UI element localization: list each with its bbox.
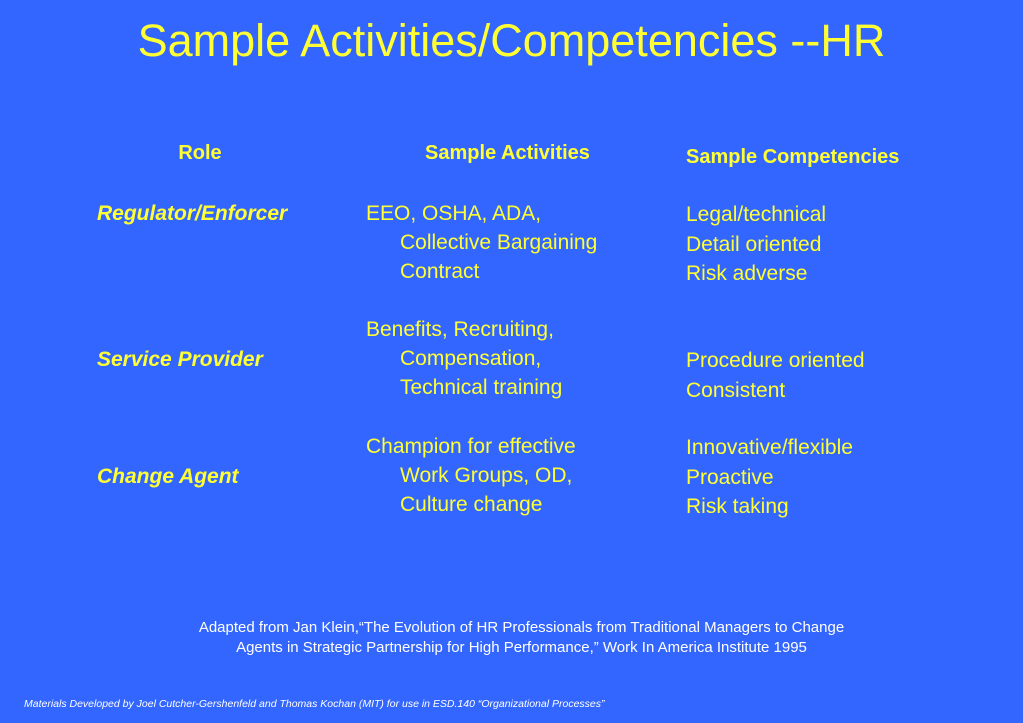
activity-line: Collective Bargaining <box>400 231 598 254</box>
activity-line: Culture change <box>400 493 543 516</box>
role-change-agent: Change Agent <box>97 465 239 488</box>
role-column-header: Role <box>178 142 222 164</box>
competencies-change-agent <box>686 433 996 522</box>
activity-line: Work Groups, OD, <box>400 464 573 487</box>
competencies-service-provider <box>686 346 996 405</box>
activity-line: Compensation, <box>400 347 542 370</box>
activity-service-provider <box>366 315 641 402</box>
activity-line: Champion for effective <box>366 435 576 458</box>
footer-credits: Materials Developed by Joel Cutcher-Gershenfeld and Thomas Kochan (MIT) for use in ESD.140 “Organizational Processes” <box>24 698 605 710</box>
competency-line: Risk adverse <box>686 262 808 285</box>
activity-change-agent <box>366 432 641 519</box>
competency-line: Detail oriented <box>686 232 822 256</box>
source-citation: Adapted from Jan Klein,“The Evolution of HR Professionals from Traditional Managers to Change Agents in Strategic Partnership for High Performance,” Work In America Institute 1995 <box>198 619 845 656</box>
role-service-provider: Service Provider <box>97 348 263 371</box>
activity-line: EEO, OSHA, ADA, <box>366 202 542 225</box>
activities-column-header: Sample Activities <box>425 142 590 164</box>
competency-line: Proactive <box>686 465 774 489</box>
competency-line: Consistent <box>686 378 786 402</box>
competencies-column-header: Sample Competencies <box>686 146 900 168</box>
activity-line: Benefits, Recruiting, <box>366 318 554 341</box>
competency-line: Innovative/flexible <box>686 436 853 459</box>
activity-regulator-enforcer <box>366 199 641 286</box>
competencies-regulator-enforcer <box>686 200 996 289</box>
competency-line: Legal/technical <box>686 203 827 226</box>
activity-line: Technical training <box>400 376 563 399</box>
slide-title: Sample Activities/Competencies --HR <box>137 15 886 66</box>
competency-line: Procedure oriented <box>686 349 865 372</box>
activity-line: Contract <box>400 260 480 283</box>
competency-line: Risk taking <box>686 495 789 518</box>
role-regulator-enforcer: Regulator/Enforcer <box>97 202 288 225</box>
